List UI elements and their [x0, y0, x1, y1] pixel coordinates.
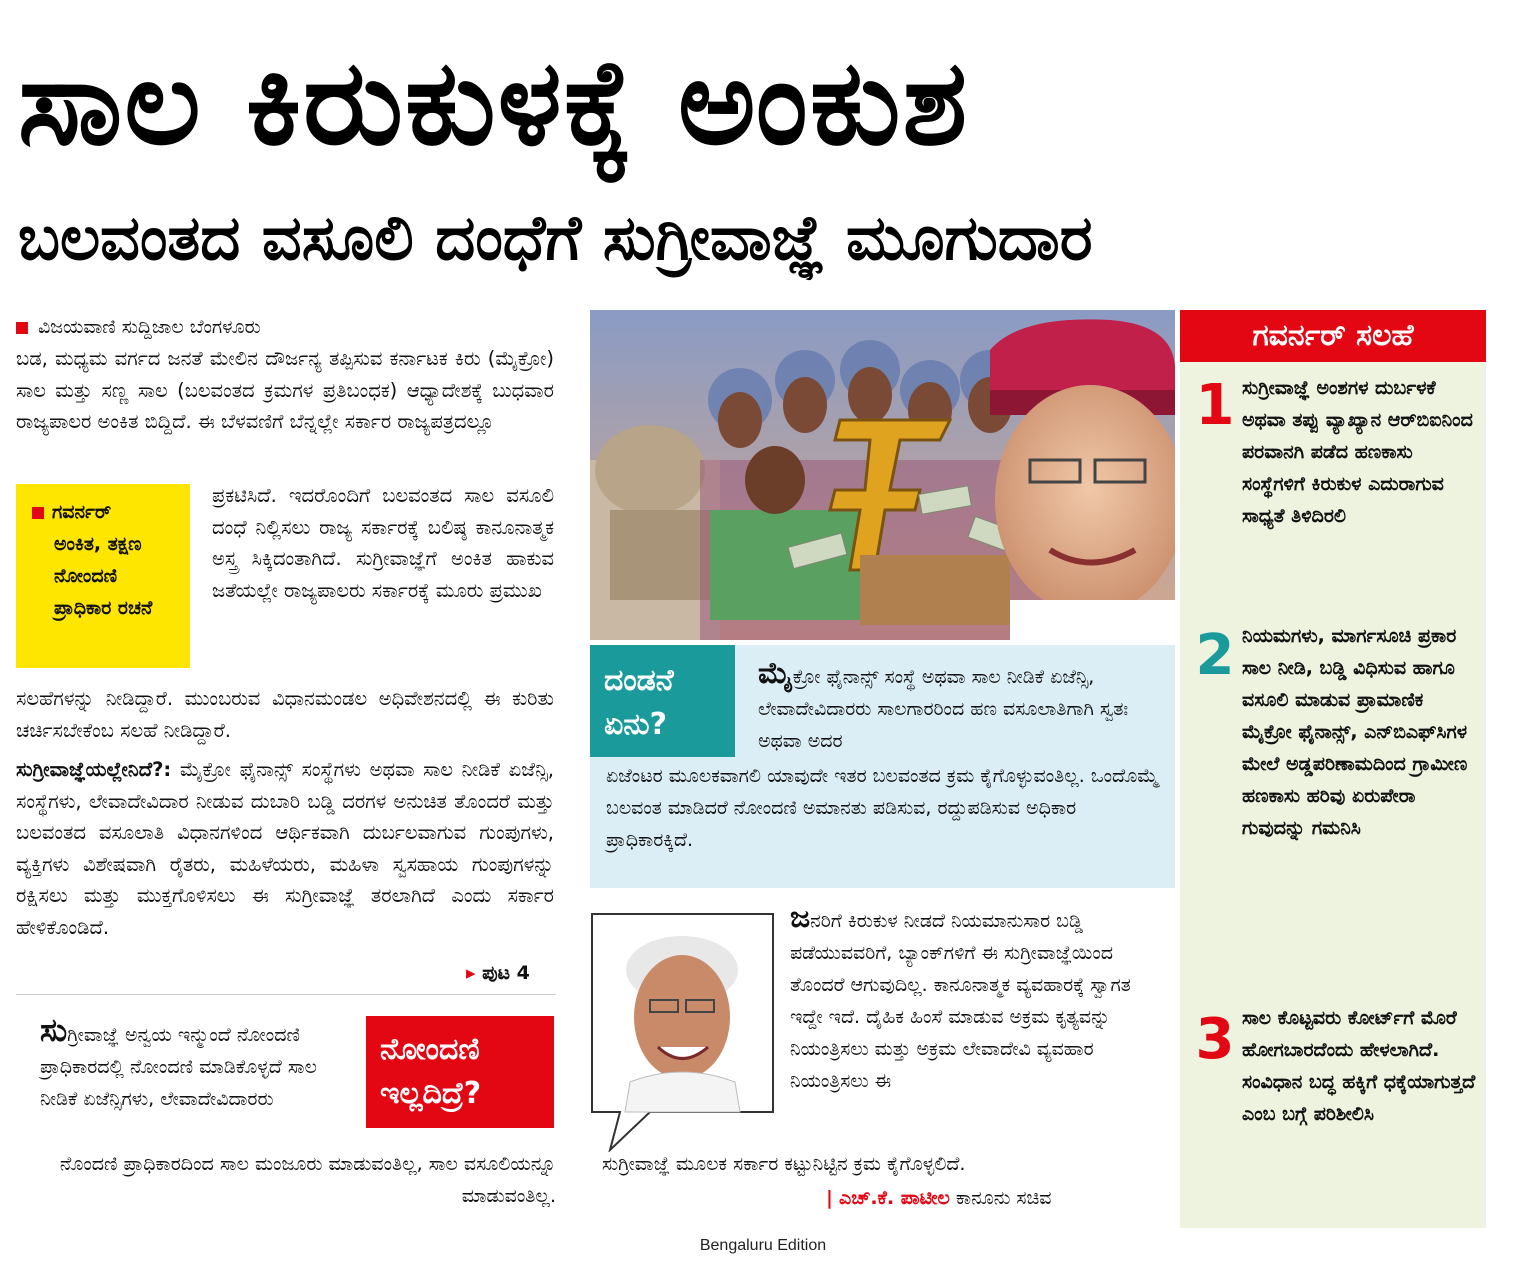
subhead-label: ಸುಗ್ರೀವಾಜ್ಞೆಯಲ್ಲೇನಿದೆ?: [16, 758, 172, 781]
minister-quote-end: ಸುಗ್ರೀವಾಜ್ಞೆ ಮೂಲಕ ಸರ್ಕಾರ ಕಟ್ಟುನಿಟ್ಟಿನ ಕ್ರಮ ಕೈಗೊಳ್ಳಲಿದೆ. [602, 1153, 966, 1175]
subheadline: ಬಲವಂತದ ವಸೂಲಿ ದಂಧೆಗೆ ಸುಗ್ರೀವಾಜ್ಞೆ ಮೂಗುದಾರ [18, 201, 1093, 274]
advice-item: ಸಾಲ ಕೊಟ್ಟವರು ಕೋರ್ಟ್‌ಗೆ ಮೊರೆ ಹೋಗಬಾರದೆಂದು ಹೇಳಲಾಗಿದೆ. ಸಂವಿಧಾನ ಬದ್ಧ ಹಕ್ಕಿಗೆ ಧಕ್ಕೆಯಾಗುತ್ತದೆ ಎಂಬ ಬಗ್ಗೆ ಪರಿಶೀಲಿಸಿ [1242, 1007, 1476, 1125]
bullet-square-icon [32, 507, 44, 519]
story-paragraph-4: ಸುಗ್ರೀವಾಜ್ಞೆಯಲ್ಲೇನಿದೆ?: ಮೈಕ್ರೋ ಫೈನಾನ್ಸ್ ಸಂಸ್ಥೆಗಳು ಅಥವಾ ಸಾಲ ನೀಡಿಕೆ ಏಜೆನ್ಸಿ, ಸಂಸ್ಥೆಗಳು, ಲೇವಾದೇವಿದಾರ ನೀಡುವ ದುಬಾರಿ ಬಡ್ಡಿ ದರಗಳ ಅನುಚಿತ ತೊಂದರೆ ಮತ್ತು ಬಲವಂತದ ವಸೂಲಾತಿ ವಿಧಾನಗಳಿಂದ ಆರ್ಥಿಕವಾಗಿ ದುರ್ಬಲವಾಗುವ ಗುಂಪುಗಳು, ವ್ಯಕ್ತಿಗಳು ವಿಶೇಷವಾಗಿ ರೈತರು, ಮಹಿಳೆಯರು, ಮಹಿಳಾ ಸ್ವಸಹಾಯ ಗುಂಪುಗಳನ್ನು ರಕ್ಷಿಸಲು ಮತ್ತು ಮುಕ್ತಗೊಳಿಸಲು ಈ ಸುಗ್ರೀವಾಜ್ಞೆ ತರಲಾಗಿದೆ ಎಂದು ಸರ್ಕಾರ ಹೇಳಿಕೊಂಡಿದೆ. [16, 758, 554, 939]
governor-advice-title: ಗವರ್ನರ್ ಸಲಹೆ [1180, 310, 1486, 362]
registration-text-wide: ನೊಂದಣಿ ಪ್ರಾಧಿಕಾರದಿಂದ ಸಾಲ ಮಂಜೂರು ಮಾಡುವಂತಿಲ್ಲ, ಸಾಲ ವಸೂಲಿಯನ್ನೂ ಮಾಡುವಂತಿಲ್ಲ. [59, 1153, 556, 1207]
story-paragraph-1: ಬಡ, ಮಧ್ಯಮ ವರ್ಗದ ಜನತೆ ಮೇಲಿನ ದೌರ್ಜನ್ಯ ತಪ್ಪಿಸುವ ಕರ್ನಾಟಕ ಕಿರು (ಮೈಕ್ರೋ) ಸಾಲ ಮತ್ತು ಸಣ್ಣ ಸಾಲ (ಬಲವಂತದ ಕ್ರಮಗಳ ಪ್ರತಿಬಂಧಕ) ಆಧ್ಯಾದೇಶಕ್ಕೆ ಬುಧವಾರ ರಾಜ್ಯಪಾಲರ ಅಂಕಿತ ಬಿದ್ದಿದೆ. ಈ ಬೆಳವಣಿಗೆ ಬೆನ್ನಲ್ಲೇ ಸರ್ಕಾರ ರಾಜ್ಯಪತ್ರದಲ್ಲೂ [16, 347, 554, 433]
dateline: ವಿಜಯವಾಣಿ ಸುದ್ದಿಜಾಲ ಬೆಂಗಳೂರು [16, 312, 576, 342]
continued-link[interactable]: ▸ ಪುಟ 4 [466, 962, 530, 984]
bullet-square-icon [16, 322, 28, 334]
speech-bubble-portrait [590, 912, 775, 1152]
story-paragraph-2: ಪ್ರಕಟಿಸಿದೆ. ಇದರೊಂದಿಗೆ ಬಲವಂತದ ಸಾಲ ವಸೂಲಿ ದಂಧೆ ನಿಲ್ಲಿಸಲು ರಾಜ್ಯ ಸರ್ಕಾರಕ್ಕೆ ಬಲಿಷ್ಠ ಕಾನೂನಾತ್ಮಕ ಅಸ್ತ್ರ ಸಿಕ್ಕಿದಂತಾಗಿದೆ. ಸುಗ್ರೀವಾಜ್ಞೆಗೆ ಅಂಕಿತ ಹಾಕುವ ಜತೆಯಲ್ಲೇ ರಾಜ್ಯಪಾಲರು ಸರ್ಕಾರಕ್ಕೆ ಮೂರು ಪ್ರಮುಖ [212, 484, 554, 602]
registration-box-title: ನೋಂದಣಿ ಇಲ್ಲದಿದ್ರೆ? [366, 1016, 554, 1128]
advice-number: 1 [1195, 373, 1235, 438]
advice-number: 2 [1195, 623, 1235, 688]
photo-illustration [590, 310, 1175, 640]
registration-text: ಸುಗ್ರೀವಾಜ್ಞೆ ಅನ್ವಯ ಇನ್ಮುಂದೆ ನೋಂದಣಿ ಪ್ರಾಧಿಕಾರದಲ್ಲಿ ನೋಂದಣಿ ಮಾಡಿಕೊಳ್ಳದೆ ಸಾಲ ನೀಡಿಕೆ ಏಜೆನ್ಸಿಗಳು, ಲೇವಾದೇವಿದಾರರು [40, 1011, 317, 1110]
edition-label: Bengaluru Edition [699, 1237, 827, 1254]
advice-item: ನಿಯಮಗಳು, ಮಾರ್ಗಸೂಚಿ ಪ್ರಕಾರ ಸಾಲ ನೀಡಿ, ಬಡ್ಡಿ ವಿಧಿಸುವ ಹಾಗೂ ವಸೂಲಿ ಮಾಡುವ ಪ್ರಾಮಾಣಿಕ ಮೈಕ್ರೋ ಫೈನಾನ್ಸ್, ಎನ್‌ಬಿಎಫ್‌ಸಿಗಳ ಮೇಲೆ ಅಡ್ಡಪರಿಣಾಮದಿಂದ ಗ್ರಾಮೀಣ ಹಣಕಾಸು ಹರಿವು ಏರುಪೇರಾ ಗುವುದನ್ನು ಗಮನಿಸಿ [1242, 625, 1468, 839]
quote-attribution: | ಎಚ್.ಕೆ. ಪಾಟೀಲ ಕಾನೂನು ಸಚಿವ [826, 1187, 1052, 1209]
penalty-text-wide: ಏಜೆಂಟರ ಮೂಲಕವಾಗಲಿ ಯಾವುದೇ ಇತರ ಬಲವಂತದ ಕ್ರಮ ಕೈಗೊಳ್ಳುವಂತಿಲ್ಲ. ಒಂದೊಮ್ಮೆ ಬಲವಂತ ಮಾಡಿದರೆ ನೋಂದಣಿ ಅಮಾನತು ಪಡಿಸುವ, ರದ್ದುಪಡಿಸುವ ಅಧಿಕಾರ ಪ್ರಾಧಿಕಾರಕ್ಕಿದೆ. [606, 765, 1159, 851]
play-arrow-icon: ▸ [466, 962, 476, 984]
minister-portrait [590, 912, 775, 1152]
advice-number: 3 [1195, 1007, 1235, 1072]
divider [16, 994, 556, 995]
news-photo [590, 310, 1175, 640]
story-paragraph-3: ಸಲಹೆಗಳನ್ನು ನೀಡಿದ್ದಾರೆ. ಮುಂಬರುವ ವಿಧಾನಮಂಡಲ ಅಧಿವೇಶನದಲ್ಲಿ ಈ ಕುರಿತು ಚರ್ಚಿಸಬೇಕೆಂಬ ಸಲಹೆ ನೀಡಿದ್ದಾರೆ. [16, 687, 554, 742]
penalty-box-title: ದಂಡನೆ ಏನು? [590, 645, 735, 757]
minister-quote: ಜನರಿಗೆ ಕಿರುಕುಳ ನೀಡದೆ ನಿಯಮಾನುಸಾರ ಬಡ್ಡಿ ಪಡೆಯುವವರಿಗೆ, ಬ್ಯಾಂಕ್‌ಗಳಿಗೆ ಈ ಸುಗ್ರೀವಾಜ್ಞೆಯಿಂದ ತೊಂದರೆ ಆಗುವುದಿಲ್ಲ. ಕಾನೂನಾತ್ಮಕ ವ್ಯವಹಾರಕ್ಕೆ ಸ್ವಾಗತ ಇದ್ದೇ ಇದೆ. ದೈಹಿಕ ಹಿಂಸೆ ಮಾಡುವ ಅಕ್ರಮ ಕೃತ್ಯವನ್ನು ನಿಯಂತ್ರಿಸಲು ಮತ್ತು ಅಕ್ರಮ ಲೇವಾದೇವಿ ವ್ಯವಹಾರ ನಿಯಂತ್ರಿಸಲು ಈ [790, 900, 1131, 1092]
advice-item: ಸುಗ್ರೀವಾಜ್ಞೆ ಅಂಶಗಳ ದುರ್ಬಳಕೆ ಅಥವಾ ತಪ್ಪು ವ್ಯಾಖ್ಯಾನ ಆರ್‌ಬಿಐನಿಂದ ಪರವಾನಗಿ ಪಡೆದ ಹಣಕಾಸು ಸಂಸ್ಥೆಗಳಿಗೆ ಕಿರುಕುಳ ಎದುರಾಗುವ ಸಾಧ್ಯತೆ ತಿಳಿದಿರಲಿ [1242, 377, 1473, 527]
penalty-text: ಮೈಕ್ರೋ ಫೈನಾನ್ಸ್ ಸಂಸ್ಥೆ ಅಥವಾ ಸಾಲ ನೀಡಿಕೆ ಏಜೆನ್ಸಿ, ಲೇವಾದೇವಿದಾರರು ಸಾಲಗಾರರಿಂದ ಹಣ ವಸೂಲಾತಿಗಾಗಿ ಸ್ವತಃ ಅಥವಾ ಅದರ [758, 656, 1129, 752]
highlight-box: ಗವರ್ನರ್ ಅಂಕಿತ, ತಕ್ಷಣ ನೋಂದಣಿ ಪ್ರಾಧಿಕಾರ ರಚನೆ [16, 484, 190, 668]
headline: ಸಾಲ ಕಿರುಕುಳಕ್ಕೆ ಅಂಕುಶ [18, 33, 970, 171]
bar-icon: | [826, 1187, 833, 1209]
